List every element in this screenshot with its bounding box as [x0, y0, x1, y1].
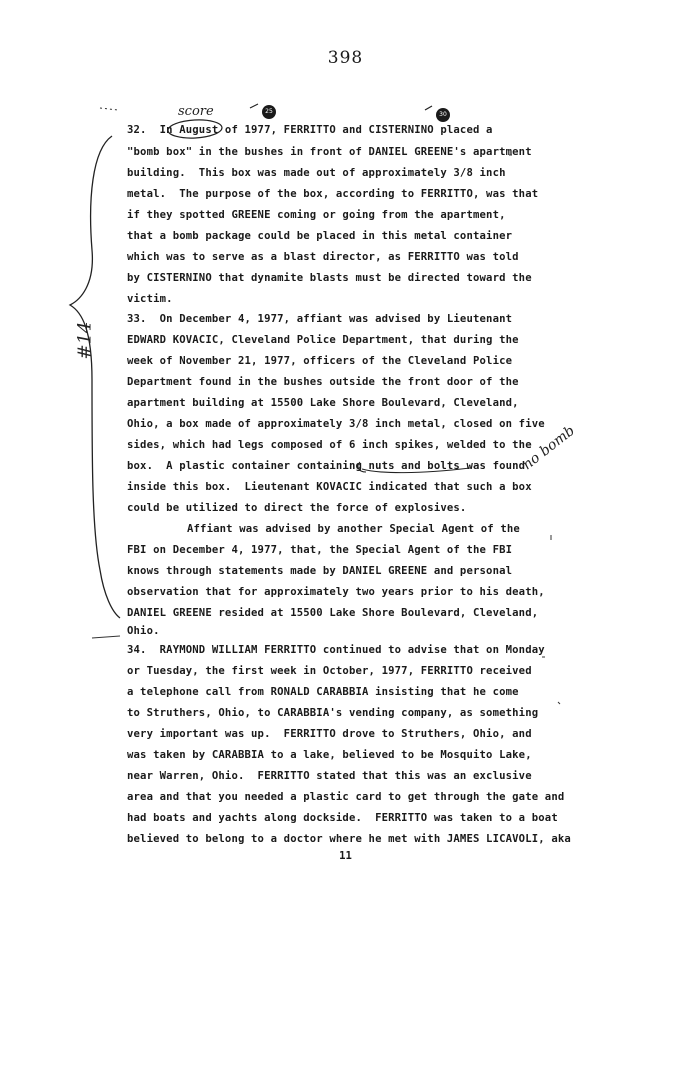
text-line: had boats and yachts along dockside. FERRITTO was taken to a boat: [127, 812, 558, 824]
margin-dash: [92, 636, 120, 638]
text-line: believed to belong to a doctor where he met with JAMES LICAVOLI, aka: [127, 833, 571, 845]
text-line: week of November 21, 1977, officers of the Cleveland Police: [127, 355, 513, 367]
text-line: near Warren, Ohio. FERRITTO stated that this was an exclusive: [127, 770, 532, 782]
text-line: which was to serve as a blast director, as FERRITTO was told: [127, 251, 519, 263]
margin-tick: [558, 702, 560, 704]
text-line: victim.: [127, 293, 173, 305]
text-line: Affiant was advised by another Special Agent of the: [187, 523, 520, 535]
text-line: could be utilized to direct the force of explosives.: [127, 502, 467, 514]
text-line: metal. The purpose of the box, according to FERRITTO, was that: [127, 188, 539, 200]
stamp-dot-right: 30: [436, 108, 450, 122]
stamp-dot-left: 25: [262, 105, 276, 119]
text-line: EDWARD KOVACIC, Cleveland Police Department, that during the: [127, 334, 519, 346]
text-line: by CISTERNINO that dynamite blasts must be directed toward the: [127, 272, 532, 284]
text-line: building. This box was made out of approximately 3/8 inch: [127, 167, 506, 179]
text-line: area and that you needed a plastic card to get through the gate and: [127, 791, 565, 803]
left-margin-brace: [70, 136, 120, 618]
text-line: 33. On December 4, 1977, affiant was advised by Lieutenant: [127, 313, 513, 325]
text-line: 34. RAYMOND WILLIAM FERRITTO continued to advise that on Monday: [127, 644, 545, 656]
handwritten-note-right: no bomb: [519, 422, 578, 474]
text-line: a telephone call from RONALD CARABBIA insisting that he come: [127, 686, 519, 698]
tick-mark: [425, 106, 432, 110]
text-line: to Struthers, Ohio, to CARABBIA's vending company, as something: [127, 707, 539, 719]
text-line: box. A plastic container containing nuts and bolts was found: [127, 460, 526, 472]
text-line: FBI on December 4, 1977, that, the Special Agent of the FBI: [127, 544, 513, 556]
text-line: was taken by CARABBIA to a lake, believed to be Mosquito Lake,: [127, 749, 532, 761]
text-line: or Tuesday, the first week in October, 1977, FERRITTO received: [127, 665, 532, 677]
text-line: sides, which had legs composed of 6 inch spikes, welded to the: [127, 439, 532, 451]
text-line: observation that for approximately two years prior to his death,: [127, 586, 545, 598]
text-line: Ohio.: [127, 625, 160, 637]
tick-mark: [250, 104, 258, 108]
handwritten-margin-number: #14: [74, 321, 96, 360]
page-number-top: 398: [327, 48, 364, 68]
text-line: inside this box. Lieutenant KOVACIC indicated that such a box: [127, 481, 532, 493]
text-line: 32. In August of 1977, FERRITTO and CISTERNINO placed a: [127, 124, 493, 136]
handwritten-note-score: score: [178, 104, 214, 119]
text-line: "bomb box" in the bushes in front of DANIEL GREENE's apartment: [127, 146, 532, 158]
text-line: apartment building at 15500 Lake Shore Boulevard, Cleveland,: [127, 397, 519, 409]
text-line: DANIEL GREENE resided at 15500 Lake Shore Boulevard, Cleveland,: [127, 607, 539, 619]
margin-dash: [100, 108, 118, 110]
text-line: Department found in the bushes outside the front door of the: [127, 376, 519, 388]
text-line: knows through statements made by DANIEL GREENE and personal: [127, 565, 513, 577]
text-line: very important was up. FERRITTO drove to Struthers, Ohio, and: [127, 728, 532, 740]
text-line: Ohio, a box made of approximately 3/8 inch metal, closed on five: [127, 418, 545, 430]
text-line: if they spotted GREENE coming or going from the apartment,: [127, 209, 506, 221]
page-number-bottom: 11: [339, 850, 352, 862]
text-line: that a bomb package could be placed in this metal container: [127, 230, 513, 242]
